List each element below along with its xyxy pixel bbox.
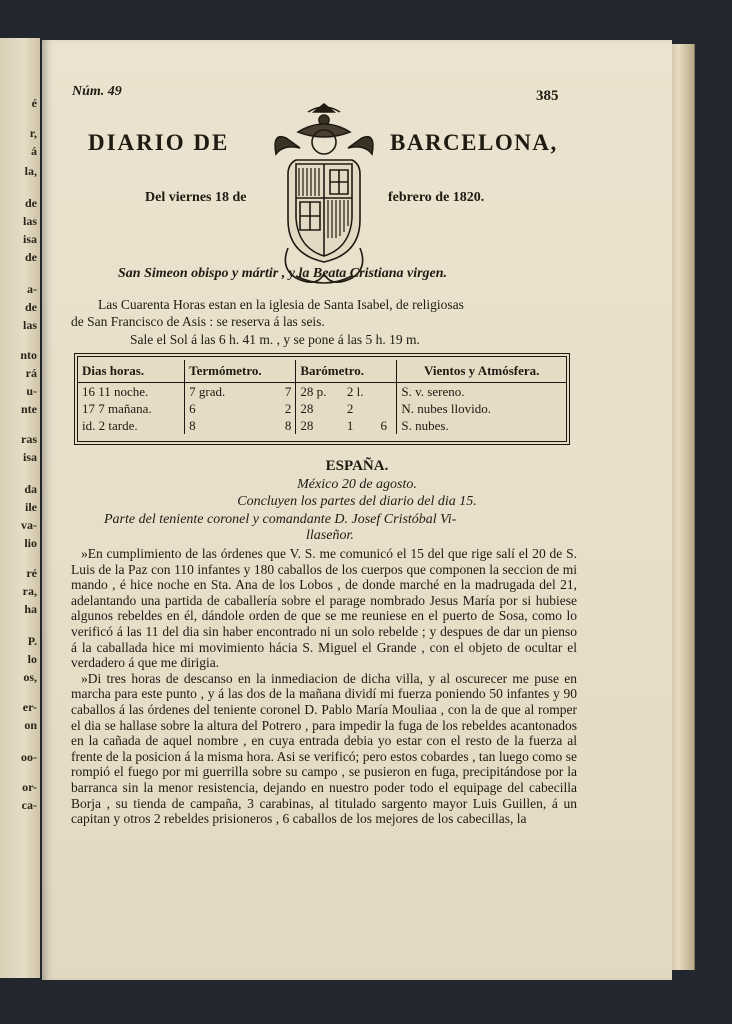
left-page-text-fragment: é (31, 96, 37, 110)
weather-row (78, 383, 566, 401)
weather-header-row (78, 360, 566, 383)
col-vientos: Vientos y Atmósfera. (397, 360, 566, 383)
left-page-text-fragment: las (22, 214, 37, 228)
date-left: Del viernes 18 de (145, 190, 247, 205)
left-page-text-fragment: isa (22, 450, 37, 464)
baro-lines: 2 (346, 400, 354, 416)
left-page-text-fragment: la, (24, 164, 37, 178)
byline-line-2: llaseñor. (306, 528, 354, 543)
forty-hours-line-2: de San Francisco de Asis : se reserva á las seis. (71, 314, 325, 329)
left-page-text-fragment: nte (21, 402, 37, 416)
left-page-text-fragment: on (24, 718, 37, 732)
weather-row (78, 400, 566, 417)
thermo-value: 7 grad. (185, 383, 268, 401)
left-page-text-fragment: lo (27, 652, 37, 666)
baro-value: 28 p. (296, 383, 343, 401)
left-page-text-fragment: ras (21, 432, 37, 446)
left-page-text-fragment: ré (26, 566, 37, 580)
section-heading: ESPAÑA. (325, 458, 389, 474)
thermo-sub: 8 (284, 417, 292, 433)
forty-hours-line-1: Las Cuarenta Horas estan en la iglesia de Santa Isabel, de religiosas (98, 297, 464, 312)
left-page-text-fragment: da (24, 482, 37, 496)
thermo-value: 6 (185, 400, 268, 417)
left-page-text-fragment: ca- (21, 798, 37, 812)
left-page-text-fragment: nto (20, 348, 37, 362)
thermo-value: 8 (185, 417, 268, 434)
left-page-text-fragment: u- (26, 384, 37, 398)
weather-day: id. 2 tarde. (82, 417, 138, 433)
left-page-text-fragment: P. (27, 634, 37, 648)
masthead-left: DIARIO DE (88, 130, 230, 155)
saints-of-the-day: San Simeon obispo y mártir , y la Beata Cristiana virgen. (118, 266, 448, 281)
dateline: México 20 de agosto. (297, 477, 417, 492)
left-page-text-fragment: de (25, 196, 37, 210)
left-page-text-fragment: er- (22, 700, 37, 714)
left-page-text-fragment: á (31, 144, 37, 158)
left-page-text-fragment: ha (24, 602, 37, 616)
wind-value: S. nubes. (397, 417, 566, 434)
weather-table (74, 353, 570, 445)
article-paragraph-2: »Di tres horas de descanso en la inmediacion de dicha villa, y al oscurecer me puse en marcha para este punto , y á las dos de la mañana dividí mi fuerza poniendo 50 infantes y 90 caballos á las órdenes del teniente coronel D. Pablo María Mouliaa , con la de que al romper el dia se hallase sobre la altura del Potrero , para impedir la fuga de los rebeldes acantonados en la cañada de aquel nombre , en cuya entrada debia yo estar con el resto de la fuerza al frente de la posicion á la misma hora. Asi se verificó; pero estos cobardes , tan luego como se rompió el fuego por mi guerrilla sobre su campo , se pusieron en fuga, precipitándose por la barranca sin la menor resistencia, dejando en nuestro poder todo el equipage del cabecilla Borja , su tienda de campaña, 3 carabinas, al titulado sargento mayor Luis Guillen, á un capitan y otros 2 rebeldes prisioneros , 6 caballos de los mejores de los cabecillas, la (71, 670, 577, 827)
baro-lines: 1 (346, 417, 354, 433)
baro-fraction (376, 383, 396, 401)
left-page-text-fragment: a- (27, 282, 37, 296)
thermo-sub: 7 (284, 383, 292, 399)
baro-fraction: 6 (380, 417, 387, 433)
page-number: 385 (536, 88, 559, 104)
wind-value: S. v. sereno. (397, 383, 566, 401)
left-page-text-fragment: r, (29, 126, 37, 140)
baro-value: 28 (296, 417, 343, 434)
col-dias: Dias horas. (78, 360, 185, 383)
article-paragraph-1: »En cumplimiento de las órdenes que V. S. me comunicó el 15 del que rige salí el 20 de S. Luis de la Paz con 110 infantes y 180 caballos de los cuerpos que componen la seccion de mi mando , é hice noche en Sta. Ana de los Lobos , de donde marché en la madrugada del 21, adelantando una partida de caballería sobre el parage nombrado Jesus María por si hubiese algunos rebeldes en él, dándole orden de que se me reuniese en el puerto de Sosa, como lo verificó á las 11 del dia sin haber encontrado ni un solo rebelde ; y despues de dar un pienso á la caballada hice mi movimiento hácia S. Miguel el Grande , con el objeto de ocultar el verdadero á que me dirigia. (71, 546, 577, 671)
col-barometro: Barómetro. (296, 360, 397, 383)
masthead-right: BARCELONA, (390, 130, 558, 155)
issue-number: Núm. 49 (72, 84, 122, 99)
thermo-sub: 2 (284, 400, 292, 416)
left-page-text-fragment: or- (22, 780, 37, 794)
left-page-edge (0, 38, 40, 978)
left-page-text-fragment: las (22, 318, 37, 332)
left-page-text-fragment: oo- (21, 750, 37, 764)
left-page-text-fragment: os, (23, 670, 37, 684)
left-page-text-fragment: rá (25, 366, 37, 380)
left-page-text-fragment: isa (22, 232, 37, 246)
weather-day: 16 11 noche. (82, 383, 149, 399)
left-page-text-fragment: lio (24, 536, 37, 550)
right-page-edges (668, 44, 695, 970)
left-page-text-fragment: de (25, 300, 37, 314)
baro-value: 28 (296, 400, 343, 417)
left-page-text-fragment: de (25, 250, 37, 264)
left-page-text-fragment: va- (21, 518, 37, 532)
baro-fraction (376, 400, 396, 417)
date-right: febrero de 1820. (388, 190, 485, 205)
col-termometro: Termómetro. (185, 360, 296, 383)
left-page-text-fragment: ra, (22, 584, 37, 598)
baro-lines: 2 l. (346, 383, 364, 399)
weather-row (78, 417, 566, 434)
wind-value: N. nubes llovido. (397, 400, 566, 417)
article-subtitle: Concluyen los partes del diario del dia 15. (237, 494, 477, 509)
article-body (71, 546, 577, 827)
sun-times: Sale el Sol á las 6 h. 41 m. , y se pone á las 5 h. 19 m. (130, 332, 420, 347)
byline-line-1: Parte del teniente coronel y comandante D. Josef Cristóbal Vi- (104, 512, 457, 527)
weather-day: 17 7 mañana. (82, 400, 152, 416)
left-page-text-fragment: ile (25, 500, 37, 514)
newspaper-page (42, 40, 672, 980)
